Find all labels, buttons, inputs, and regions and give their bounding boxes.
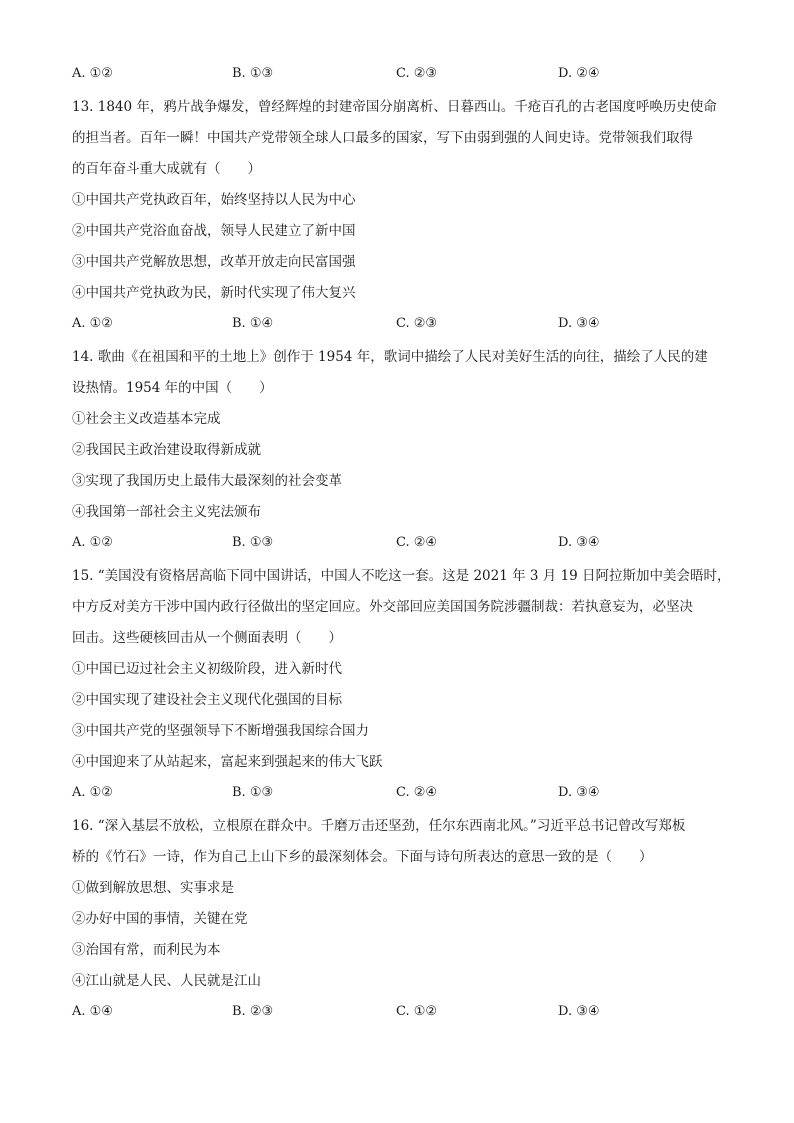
question-13-item-2: ②中国共产党浴血奋战，领导人民建立了新中国 xyxy=(72,223,356,239)
question-14-item-1: ①社会主义改造基本完成 xyxy=(72,411,221,427)
answer-options-q16 xyxy=(72,1004,732,1024)
option-b: B. ①③ xyxy=(232,535,274,550)
question-13-stem-line-2: 的担当者。百年一瞬！中国共产党带领全球人口最多的国家，写下由弱到强的人间史诗。党带领我们取得 xyxy=(72,130,693,146)
answer-options-q13 xyxy=(72,316,732,336)
question-16-item-1: ①做到解放思想、实事求是 xyxy=(72,880,234,896)
option-c: C. ②④ xyxy=(396,535,438,550)
option-d: D. ③④ xyxy=(558,535,600,550)
option-d: D. ②④ xyxy=(558,66,600,81)
question-15-stem-line-1: 15. “美国没有资格居高临下同中国讲话，中国人不吃这一套。这是 2021 年 3 月 19 日阿拉斯加中美会晤时， xyxy=(72,568,731,584)
question-16-item-3: ③治国有常，而利民为本 xyxy=(72,942,221,958)
question-14-item-3: ③实现了我国历史上最伟大最深刻的社会变革 xyxy=(72,473,342,489)
question-14-stem-line-1: 14. 歌曲《在祖国和平的土地上》创作于 1954 年，歌词中描绘了人民对美好生活的向往，描绘了人民的建 xyxy=(72,349,708,365)
answer-options-q12 xyxy=(72,66,732,86)
option-b: B. ②③ xyxy=(232,1004,274,1019)
option-b: B. ①③ xyxy=(232,785,274,800)
option-a: A. ①② xyxy=(72,785,113,800)
question-16-item-2: ②办好中国的事情，关键在党 xyxy=(72,911,248,927)
option-d: D. ③④ xyxy=(558,1004,600,1019)
option-c: C. ②③ xyxy=(396,316,438,331)
option-a: A. ①④ xyxy=(72,1004,113,1019)
option-a: A. ①② xyxy=(72,66,113,81)
question-16-stem-line-1: 16. “深入基层不放松，立根原在群众中。千磨万击还坚劲，任尔东西南北风。”习近平总书记曾改写郑板 xyxy=(72,818,686,834)
question-15-item-4: ④中国迎来了从站起来，富起来到强起来的伟大飞跃 xyxy=(72,754,383,770)
option-c: C. ②④ xyxy=(396,785,438,800)
option-a: A. ①② xyxy=(72,316,113,331)
option-c: C. ①② xyxy=(396,1004,438,1019)
question-14-item-4: ④我国第一部社会主义宪法颁布 xyxy=(72,504,261,520)
question-13-item-3: ③中国共产党解放思想，改革开放走向民富国强 xyxy=(72,254,356,270)
question-15-item-1: ①中国已迈过社会主义初级阶段，进入新时代 xyxy=(72,661,342,677)
answer-options-q15 xyxy=(72,785,732,805)
option-d: D. ③④ xyxy=(558,785,600,800)
question-14-item-2: ②我国民主政治建设取得新成就 xyxy=(72,442,261,458)
option-c: C. ②③ xyxy=(396,66,438,81)
question-15-item-2: ②中国实现了建设社会主义现代化强国的目标 xyxy=(72,692,342,708)
question-13-item-1: ①中国共产党执政百年，始终坚持以人民为中心 xyxy=(72,192,356,208)
question-13-stem-line-1: 13. 1840 年，鸦片战争爆发，曾经辉煌的封建帝国分崩离析、日暮西山。千疮百孔的古老国度呼唤历史使命 xyxy=(72,99,717,115)
question-15-stem-line-3: 回击。这些硬核回击从一个侧面表明（ ） xyxy=(72,630,342,646)
question-13-item-4: ④中国共产党执政为民，新时代实现了伟大复兴 xyxy=(72,285,356,301)
option-d: D. ③④ xyxy=(558,316,600,331)
question-15-item-3: ③中国共产党的坚强领导下不断增强我国综合国力 xyxy=(72,723,369,739)
question-14-stem-line-2: 设热情。1954 年的中国（ ） xyxy=(72,380,273,396)
question-16-item-4: ④江山就是人民、人民就是江山 xyxy=(72,973,261,989)
answer-options-q14 xyxy=(72,535,732,555)
option-b: B. ①④ xyxy=(232,316,274,331)
question-15-stem-line-2: 中方反对美方干涉中国内政行径做出的坚定回应。外交部回应美国国务院涉疆制裁：若执意妄为，必坚决 xyxy=(72,599,693,615)
option-b: B. ①③ xyxy=(232,66,274,81)
question-16-stem-line-2: 桥的《竹石》一诗，作为自己上山下乡的最深刻体会。下面与诗句所表达的意思一致的是（ ） xyxy=(72,849,653,865)
question-13-stem-line-3: 的百年奋斗重大成就有（ ） xyxy=(72,161,261,177)
option-a: A. ①② xyxy=(72,535,113,550)
